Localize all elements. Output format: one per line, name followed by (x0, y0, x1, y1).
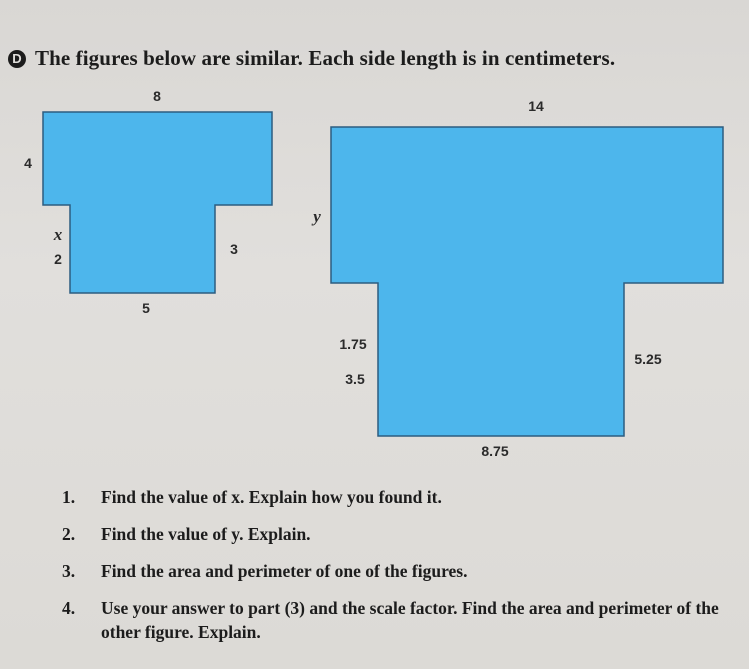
question-3 (62, 559, 732, 583)
small-bottom-label: 5 (142, 300, 150, 316)
small-notch-left-label: 2 (54, 251, 62, 267)
problem-badge: D (8, 50, 26, 68)
large-notch-left-a-label: 1.75 (339, 336, 367, 352)
small-x-label: x (53, 225, 63, 244)
question-text: Find the area and perimeter of one of the figures. (101, 561, 468, 581)
large-top-label: 14 (528, 98, 544, 114)
small-notch-right-label: 3 (230, 241, 238, 257)
question-2 (62, 522, 732, 546)
problem-instruction: The figures below are similar. Each side length is in centimeters. (35, 46, 616, 70)
question-number: 2. (62, 524, 76, 544)
question-list (62, 485, 732, 644)
large-y-label: y (313, 207, 321, 226)
small-left-label: 4 (24, 155, 32, 171)
large-bottom-label: 8.75 (481, 443, 509, 459)
question-text: Find the value of y. Explain. (101, 524, 311, 544)
question-number: 3. (62, 561, 76, 581)
question-number: 4. (62, 598, 76, 618)
large-notch-left-b-label: 3.5 (345, 371, 365, 387)
question-4 (62, 596, 732, 644)
large-notch-right-label: 5.25 (634, 351, 662, 367)
question-text: Use your answer to part (3) and the scale factor. Find the area and perimeter of the other figure. Explain. (101, 598, 719, 642)
small-top-label: 8 (153, 88, 161, 104)
small-figure-shape (43, 112, 272, 293)
question-text: Find the value of x. Explain how you found it. (101, 487, 442, 507)
large-figure-shape (331, 127, 723, 436)
question-number: 1. (62, 487, 76, 507)
question-1 (62, 485, 732, 509)
